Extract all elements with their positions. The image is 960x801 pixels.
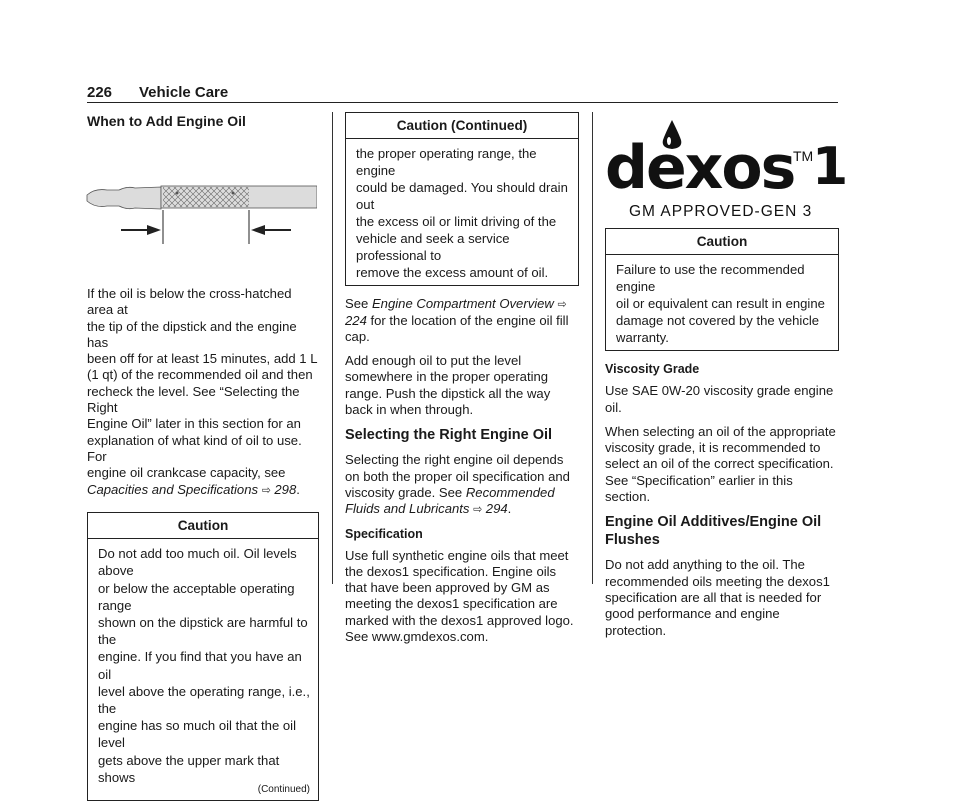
upper-mark-arrow <box>251 225 265 235</box>
continued-label: (Continued) <box>257 784 310 795</box>
selecting-oil-heading: Selecting the Right Engine Oil <box>345 427 553 444</box>
specification-heading: Specification <box>345 526 423 541</box>
additives-paragraph: Do not add anything to the oil. The recommended oils meeting the dexos1 specification are all that is needed for good performance and engine protection. <box>605 557 830 638</box>
caution-box-continued: Caution (Continued) the proper operating range, the engine could be damaged. You should drain out the excess oil or limit driving of the vehicle and seek a service professional to remove the excess amount of oil. <box>345 112 579 286</box>
page-header <box>87 84 838 104</box>
viscosity-paragraph: Use SAE 0W-20 viscosity grade engine oil. <box>605 383 834 415</box>
specification-paragraph: Use full synthetic engine oils that meet the dexos1 specification. Engine oils that have been approved by GM as meeting the dexos1 specification are marked with the dexos1 approved logo. See www.gmdexos.com. <box>345 547 574 645</box>
engine-compartment-link[interactable]: Engine Compartment Overview <box>371 296 554 312</box>
caution-box-warranty: Caution Failure to use the recommended engine oil or equivalent can result in engine damage not covered by the vehicle warranty. <box>605 228 839 351</box>
caution-box-oil-level: Caution Do not add too much oil. Oil levels above or below the acceptable operating range shown on the dipstick are harmful to the engine. If you find that you have an oil level above the operating range, i.e., the engine has so much oil that the oil level gets above the upper mark that shows (Continued) <box>87 512 319 801</box>
add-oil-paragraph: If the oil is below the cross-hatched area at the tip of the dipstick and the engine has been off for at least 15 minutes, add 1 L (1 qt) of the recommended oil and then recheck the level. See “Selecting the Right Engine Oil” later in this section for an explanation of what kind of oil to use. For engine oil crankcase capacity, see Capacities and Specifications ⇨ 298. <box>87 286 318 497</box>
page-number: 226 <box>87 84 113 101</box>
caution-title: Caution <box>88 513 318 539</box>
page-ref-icon: ⇨ <box>261 482 271 497</box>
viscosity-selection-paragraph: When selecting an oil of the appropriate viscosity grade, it is recommended to select an oil of the correct specification. See “Specification” earlier in this section. <box>605 423 836 505</box>
section-heading-add-oil: When to Add Engine Oil <box>87 113 246 129</box>
section-title: Vehicle Care <box>139 84 229 101</box>
page-ref-298[interactable]: 298 <box>274 481 297 497</box>
selecting-oil-paragraph: Selecting the right engine oil depends on both the proper oil specification and viscosity grade. See Recommended Fluids and Lubricants ⇨ 294. <box>345 452 570 517</box>
capacities-link[interactable]: Capacities and Specifications <box>87 481 259 497</box>
dexos-logo <box>605 116 849 228</box>
dipstick-tip <box>87 187 161 209</box>
page-ref-294[interactable]: 294 <box>485 501 508 517</box>
caution-continued-title: Caution (Continued) <box>346 113 578 139</box>
column-2 <box>345 112 579 653</box>
lower-mark-arrow <box>147 225 161 235</box>
header-rule <box>87 102 838 103</box>
dipstick-hatched-area <box>163 187 249 207</box>
page-ref-224[interactable]: 224 <box>345 312 367 328</box>
caution-warranty-title: Caution <box>606 229 838 255</box>
fill-cap-paragraph: See Engine Compartment Overview ⇨ 224 for the location of the engine oil fill cap. <box>345 296 569 344</box>
dexos-wordmark: dexos <box>605 133 795 203</box>
dexos-tm: TM <box>793 148 814 164</box>
column-1 <box>87 112 319 801</box>
column-3 <box>605 112 849 647</box>
dipstick-illustration <box>85 182 317 270</box>
column-divider-2 <box>592 112 593 584</box>
fluids-lubricants-link[interactable]: Recommended Fluids and Lubricants <box>345 484 555 517</box>
dexos-subtitle: GM APPROVED-GEN 3 <box>629 203 813 220</box>
add-oil-level-paragraph: Add enough oil to put the level somewhere in the proper operating range. Push the dipstick all the way back in when through. <box>345 353 551 418</box>
viscosity-heading: Viscosity Grade <box>605 362 700 377</box>
column-divider-1 <box>332 112 333 584</box>
additives-heading: Engine Oil Additives/Engine Oil Flushes <box>605 514 822 549</box>
dexos-one: 1 <box>812 137 849 197</box>
